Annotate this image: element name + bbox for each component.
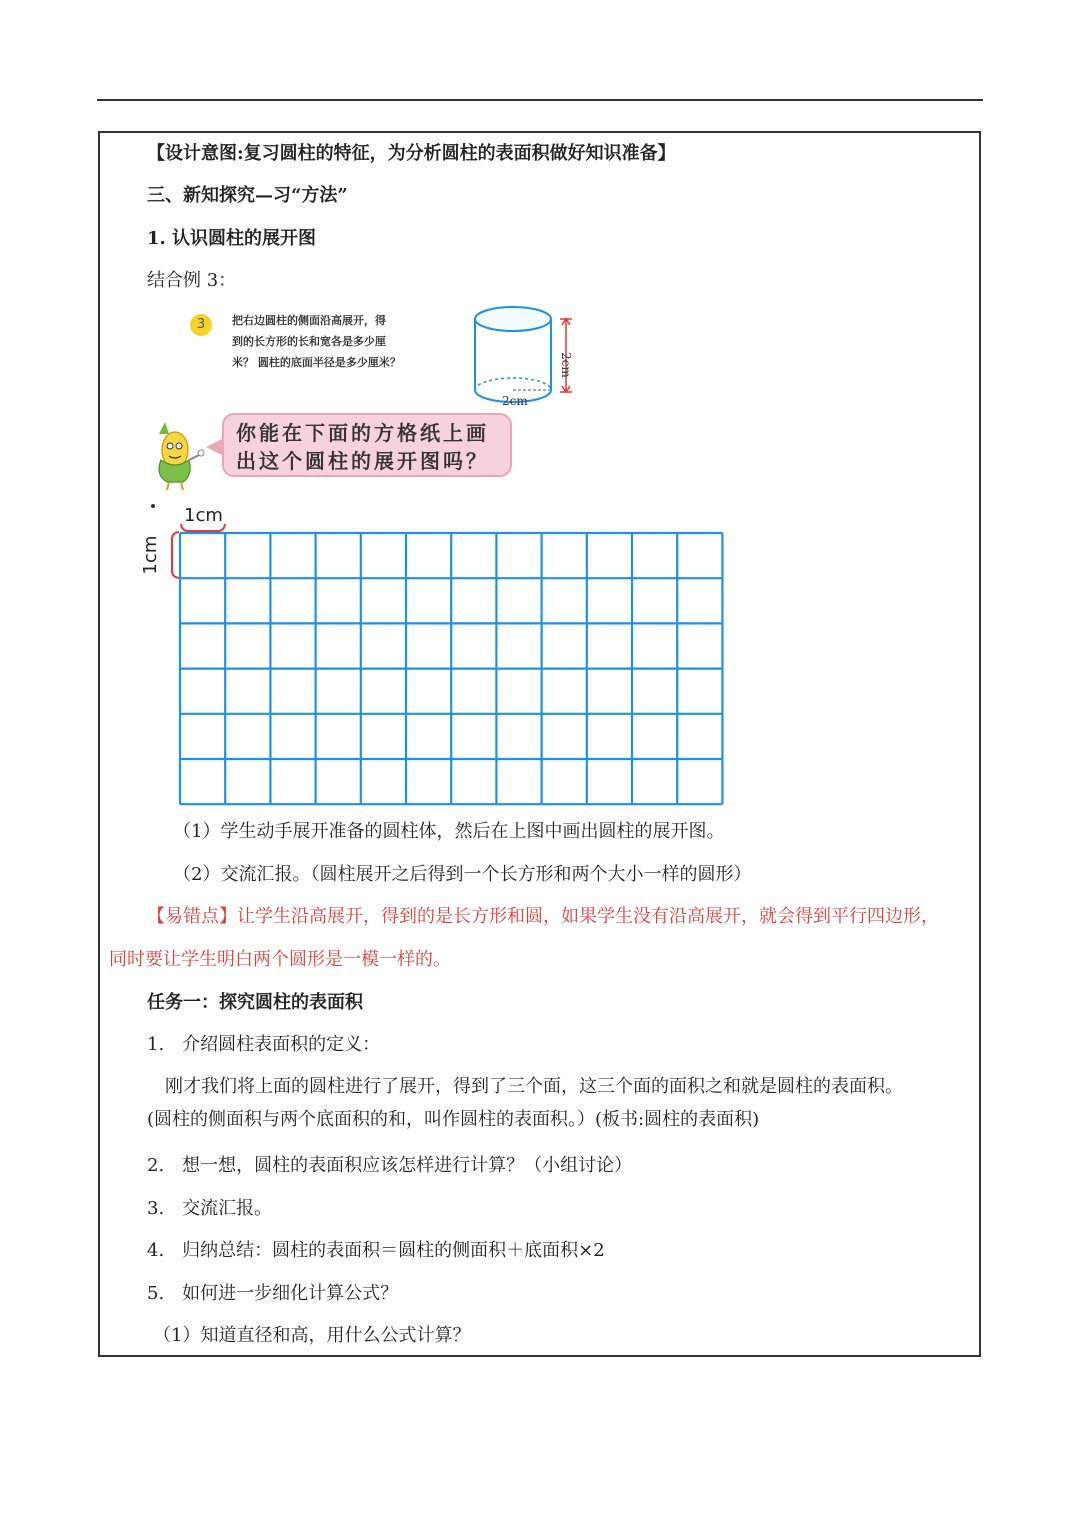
leaf-icon	[159, 422, 169, 434]
example-ref: 结合例 3：	[147, 270, 237, 291]
item-3: 3. 交流汇报。	[147, 1198, 273, 1219]
speech-bubble	[222, 413, 512, 477]
eye-left	[167, 443, 173, 449]
design-intent: 【设计意图:复习圆柱的特征，为分析圆柱的表面积做好知识准备】	[147, 143, 676, 164]
item-6: （1）知道直径和高，用什么公式计算？	[153, 1325, 471, 1346]
cylinder-figure	[462, 300, 592, 410]
corn-mascot	[145, 420, 207, 492]
hand	[198, 450, 204, 456]
leg-right	[181, 482, 183, 490]
height-label: 2cm	[559, 352, 573, 378]
step-1: （1）学生动手展开准备的圆柱体，然后在上图中画出圆柱的展开图。	[173, 821, 725, 842]
grid-paper	[140, 500, 738, 810]
error-point-line-2: 同时要让学生明白两个圆形是一模一样的。	[109, 949, 451, 970]
cylinder-top	[475, 307, 551, 331]
base-label: 2cm	[502, 394, 528, 408]
header-rule	[97, 99, 983, 101]
question-line-2: 到的长方形的长和宽各是多少厘	[232, 335, 386, 348]
speech-line-2: 出这个圆柱的展开图吗？	[236, 449, 489, 473]
example-number-badge: 3	[190, 314, 212, 336]
section-heading: 三、新知探究—习“方法”	[147, 185, 348, 206]
sub-heading: 1. 认识圆柱的展开图	[147, 228, 317, 249]
grid-top-label: 1cm	[184, 505, 223, 526]
speech-line-1: 你能在下面的方格纸上画	[236, 421, 489, 445]
grid-side-label: 1cm	[140, 535, 161, 575]
cylinder-bottom-back	[475, 378, 551, 390]
item-1: 1. 介绍圆柱表面积的定义：	[147, 1034, 381, 1055]
paragraph-1: 刚才我们将上面的圆柱进行了展开，得到了三个面，这三个面的面积之和就是圆柱的表面积。	[165, 1076, 903, 1097]
grid-lines	[180, 533, 722, 804]
item-4: 4. 归纳总结：圆柱的表面积＝圆柱的侧面积＋底面积×2	[147, 1240, 605, 1261]
eye-right	[176, 443, 182, 449]
question-line-1: 把右边圆柱的侧面沿高展开，得	[232, 314, 386, 327]
step-2: （2）交流汇报。（圆柱展开之后得到一个长方形和两个大小一样的圆形）	[173, 864, 752, 885]
item-2: 2. 想一想，圆柱的表面积应该怎样进行计算？（小组讨论）	[147, 1155, 633, 1176]
error-point-line-1: 【易错点】让学生沿高展开，得到的是长方形和圆，如果学生没有沿高展开，就会得到平行四边形，	[147, 906, 939, 927]
task-heading: 任务一：探究圆柱的表面积	[147, 992, 363, 1013]
paragraph-2: (圆柱的侧面积与两个底面积的和，叫作圆柱的表面积。）(板书:圆柱的表面积)	[147, 1109, 760, 1130]
item-5: 5. 如何进一步细化计算公式？	[147, 1283, 399, 1304]
leg-left	[167, 482, 169, 490]
side-brace-icon	[172, 532, 179, 578]
question-line-3: 米？ 圆柱的底面半径是多少厘米？	[232, 356, 401, 369]
